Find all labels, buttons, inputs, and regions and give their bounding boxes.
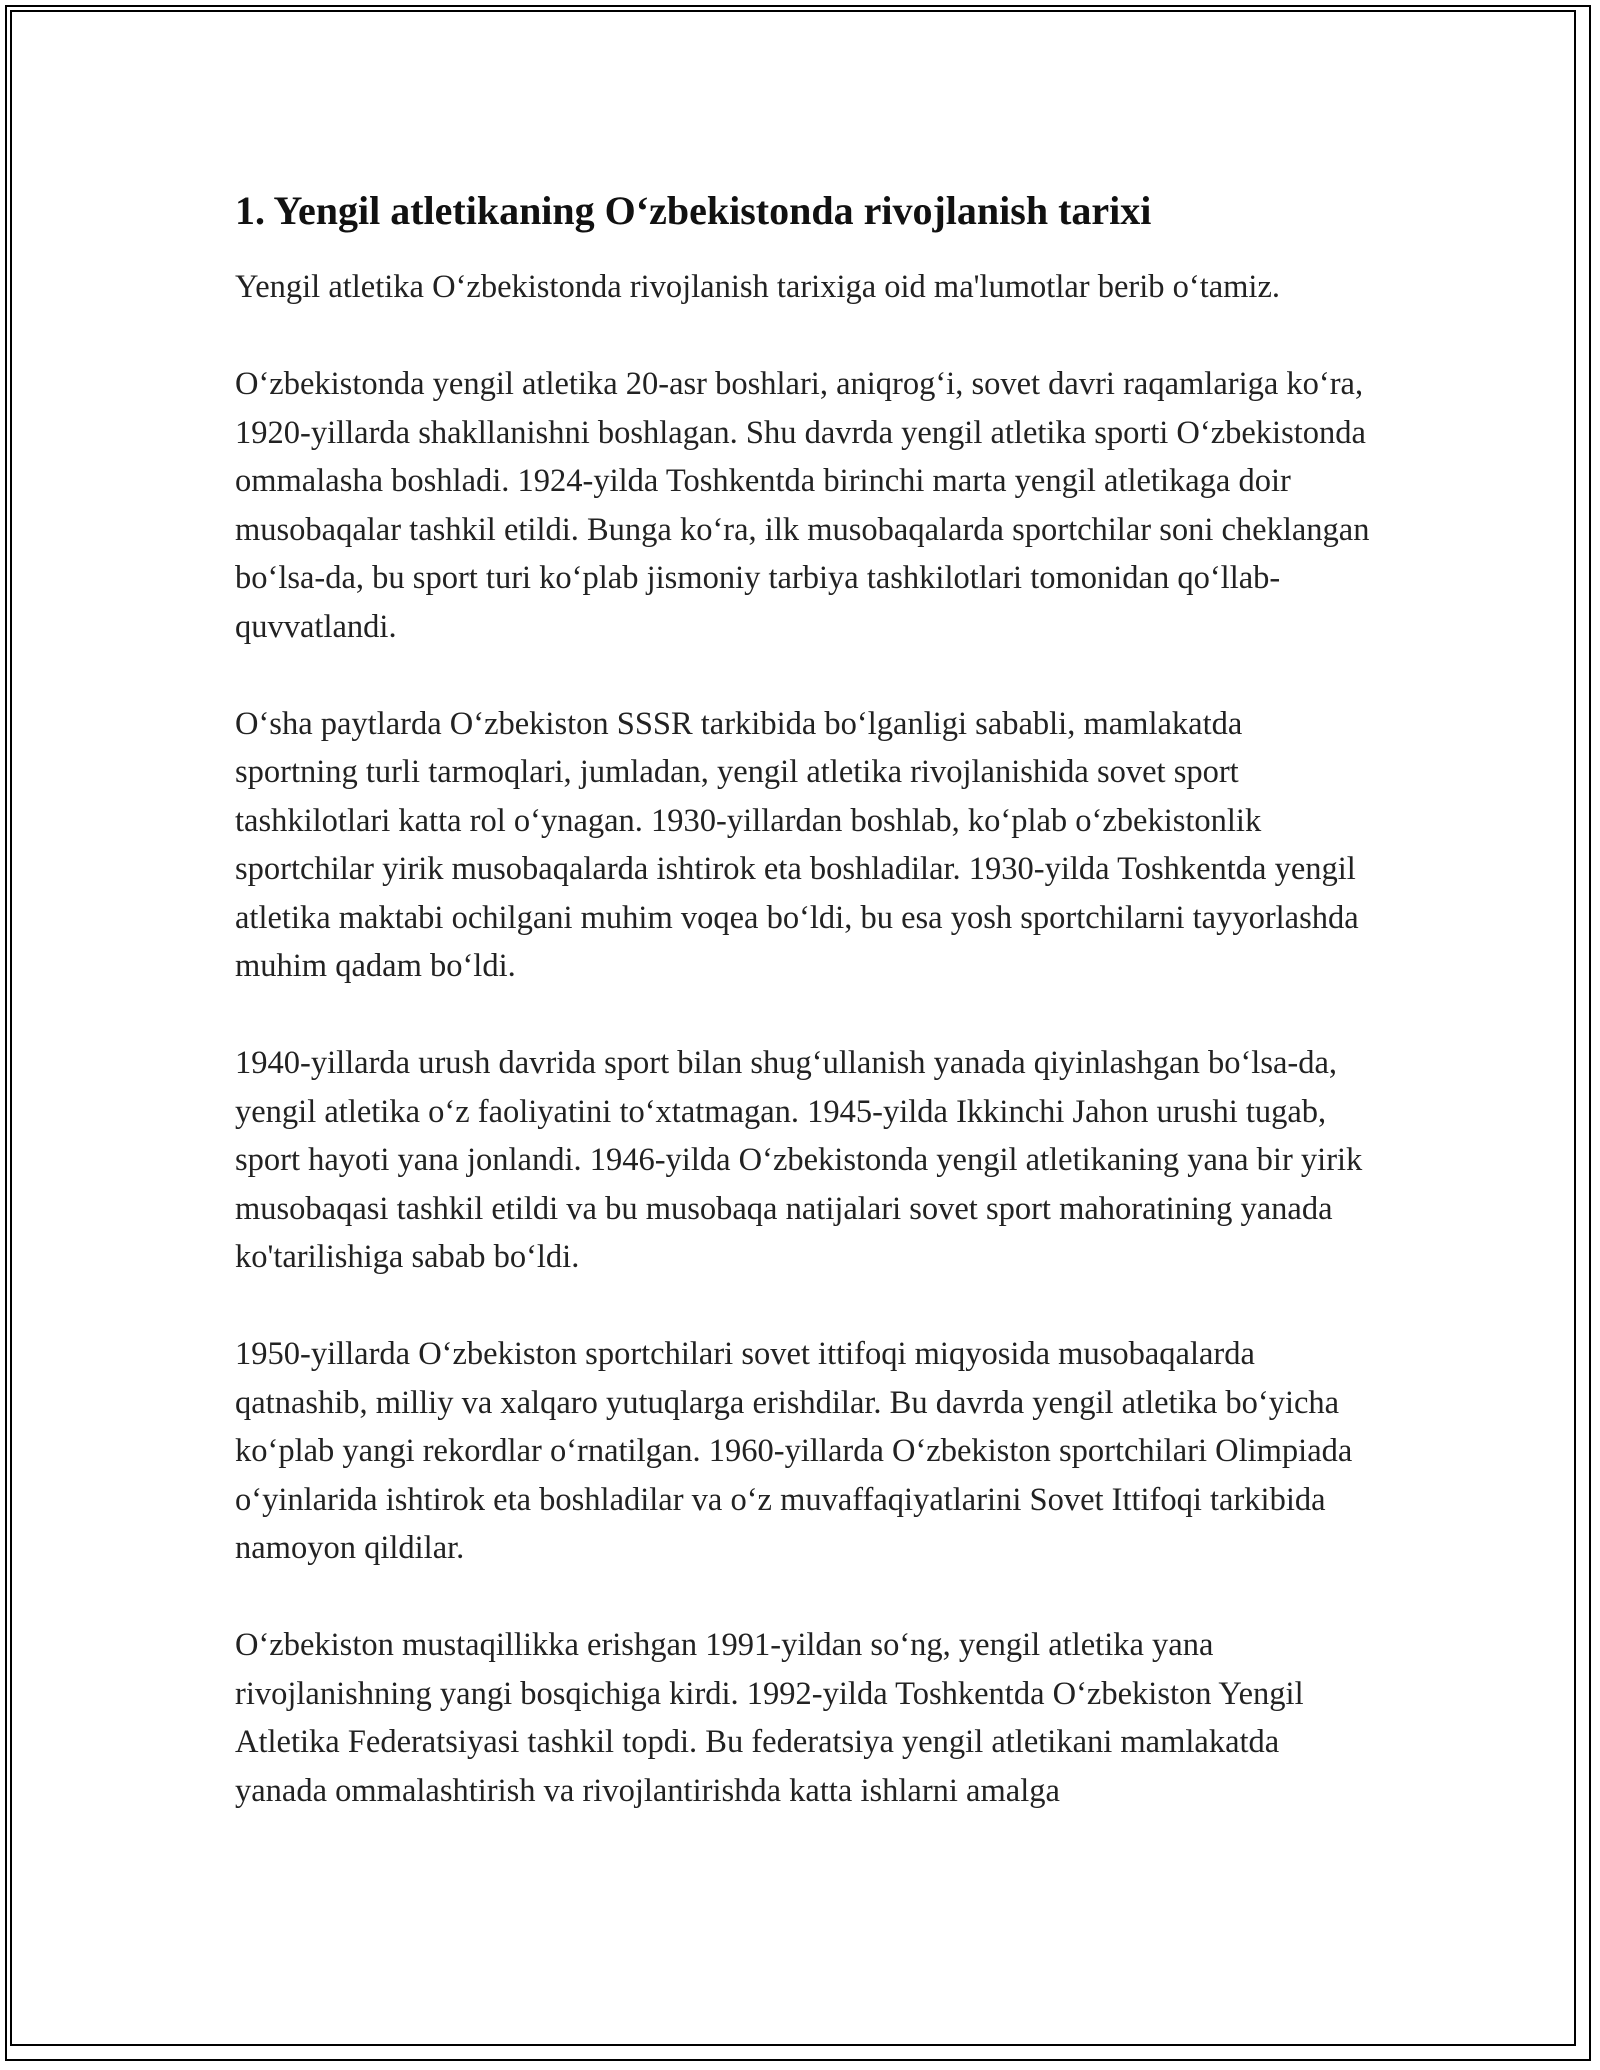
paragraph-1950s: 1950-yillarda O‘zbekiston sportchilari sovet ittifoqi miqyosida musobaqalarda qatnashib, milliy va xalqaro yutuqlarga erishdilar. Bu davrda yengil atletika bo‘yicha ko‘plab yangi rekordlar o‘rnatilgan. 1960-yillarda O‘zbekiston sportchilari Olimpiada o‘yinlarida ishtirok eta boshladilar va o‘z muvaffaqiyatlarini Sovet Ittifoqi tarkibida namoyon qildilar. — [235, 1336, 1353, 1566]
paragraph-intro: Yengil atletika O‘zbekistonda rivojlanish tarixiga oid ma'lumotlar berib o‘tamiz. — [235, 269, 1281, 305]
paragraph-1920s: O‘zbekistonda yengil atletika 20-asr boshlari, aniqrog‘i, sovet davri raqamlariga ko‘ra, 1920-yillarda shakllanishni boshlagan. Shu davrda yengil atletika sporti O‘zbekistonda ommalasha boshladi. 1924-yilda Toshkentda birinchi marta yengil atletikaga doir musobaqalar tashkil etildi. Bunga ko‘ra, ilk musobaqalarda sportchilar soni cheklangan bo‘lsa-da, bu sport turi ko‘plab jismoniy tarbiya tashkilotlari tomonidan qo‘llab-quvvatlandi. — [235, 366, 1370, 645]
paragraph-independence: O‘zbekiston mustaqillikka erishgan 1991-yildan so‘ng, yengil atletika yana rivojlanishning yangi bosqichiga kirdi. 1992-yilda Toshkentda O‘zbekiston Yengil Atletika Federatsiyasi tashkil topdi. Bu federatsiya yengil atletikani mamlakatda yanada ommalashtirish va rivojlantirishda katta ishlarni amalga — [235, 1627, 1304, 1809]
document-body — [235, 185, 1370, 1864]
paragraph-1930s: O‘sha paytlarda O‘zbekiston SSSR tarkibida bo‘lganligi sababli, mamlakatda sportning turli tarmoqlari, jumladan, yengil atletika rivojlanishida sovet sport tashkilotlari katta rol o‘ynagan. 1930-yillardan boshlab, ko‘plab o‘zbekistonlik sportchilar yirik musobaqalarda ishtirok eta boshladilar. 1930-yilda Toshkentda yengil atletika maktabi ochilgani muhim voqea bo‘ldi, bu esa yosh sportchilarni tayyorlashda muhim qadam bo‘ldi. — [235, 705, 1359, 984]
paragraph-1940s: 1940-yillarda urush davrida sport bilan shug‘ullanish yanada qiyinlashgan bo‘lsa-da, yengil atletika o‘z faoliyatini to‘xtatmagan. 1945-yilda Ikkinchi Jahon urushi tugab, sport hayoti yana jonlandi. 1946-yilda O‘zbekistonda yengil atletikaning yana bir yirik musobaqasi tashkil etildi va bu musobaqa natijalari sovet sport mahoratining yanada ko'tarilishiga sabab bo‘ldi. — [235, 1045, 1363, 1275]
section-title: 1. Yengil atletikaning O‘zbekistonda rivojlanish tarixi — [235, 188, 1152, 233]
